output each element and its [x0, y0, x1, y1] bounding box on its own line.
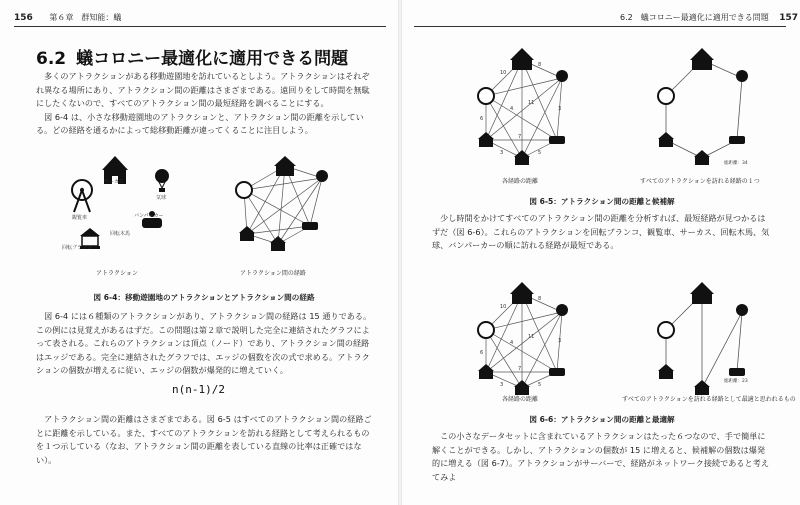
fig65-weight: 4: [510, 106, 514, 112]
fig65-weight: 3: [558, 106, 562, 112]
section-title: 蟻コロニー最適化に適用できる問題: [76, 49, 349, 69]
fig64-sub-right: アトラクション間の経路: [240, 270, 306, 277]
final-text: [432, 430, 772, 484]
fig65-weight: 10: [500, 70, 507, 76]
figure-6-6-caption: 図 6-6：アトラクション間の距離と最適解: [529, 415, 675, 424]
fig66-weight: 5: [538, 382, 542, 388]
fig65-weight: 6: [480, 116, 484, 122]
edge-count-formula: n(n-1)/2: [172, 383, 225, 396]
fig64-sub-left: アトラクション: [96, 270, 138, 277]
figure-6-5-caption: 図 6-5：アトラクション間の距離と候補解: [529, 197, 675, 206]
fig66-weight: 8: [538, 296, 542, 302]
fig66-weight: 7: [518, 366, 522, 372]
fig66-sub-left: 各経路の距離: [502, 396, 539, 403]
fig66-sub-right: すべてのアトラクションを訪れる経路として最適と思われるもの: [622, 396, 796, 403]
label-carousel: 回転木馬: [110, 231, 131, 237]
fig65-weight: 11: [528, 100, 535, 106]
label-balloon: 気球: [156, 195, 167, 201]
label-ferris: 観覧車: [72, 215, 88, 221]
final-paragraph: この小さなデータセットに含まれているアトラクションはたった６つなので、手で簡単に解くことができる。しかし、アトラクションの個数が 15 に増えると、候補解の個数は爆発的に増える（図 6-7）。アトラクションがサーバーで、経路がネットワーク接続であると考えてみよ: [432, 431, 769, 482]
fig66-weight: 4: [510, 340, 514, 346]
body-text: [36, 310, 372, 378]
label-swing: 回転ブランコ: [62, 245, 93, 251]
fig66-weight: 3: [558, 338, 562, 344]
label-bumper: バンパーカー: [134, 213, 164, 219]
balloon-icon: [155, 169, 169, 192]
header-rule-right: [414, 26, 786, 27]
closing-text: [36, 413, 372, 467]
fig66-weight: 11: [528, 334, 535, 340]
middle-paragraph: 少し時間をかけてすべてのアトラクション間の距離を分析すれば、最短経路が見つかるはずだ（図 6-6）。これらのアトラクションを回転ブランコ、観覧車、サーカス、回転木馬、気球、バンパーカーの順に訪れる経路が最短である。: [432, 213, 770, 251]
figure-6-4: [60, 148, 360, 288]
running-section-header: 6.2 蟻コロニー最適化に適用できる問題: [620, 13, 769, 22]
closing-paragraph: アトラクション間の距離はさまざまである。図 6-5 はすべてのアトラクション間の経路ごとに距離を示している。また、すべてのアトラクションを訪れる経路として考えられるものを１つ示している（なお、アトラクション間の距離を表している直線の比率は正確ではない）。: [36, 414, 372, 465]
section-number: 6.2: [36, 49, 67, 69]
ferris-wheel-icon: [72, 180, 92, 212]
chapter-title: 第６章 群知能：蟻: [49, 13, 122, 22]
graph-edges: [244, 166, 322, 244]
page-number-left: 156: [14, 13, 33, 23]
middle-text: [432, 212, 772, 253]
page-number-right: 157: [779, 13, 799, 23]
figure-6-5-graphic: [472, 40, 772, 190]
fig66-weight: 6: [480, 350, 484, 356]
graph-nodes: [236, 156, 328, 251]
figure-6-5: [472, 40, 772, 190]
intro-paragraph-1: 多くのアトラクションがある移動遊園地を訪れているとしよう。アトラクションはそれぞれ異なる場所にあり、アトラクション間の距離はさまざまである。遠回りをして時間を無駄にしたくないので、すべてのアトラクション間の最短経路を調べることにする。: [36, 71, 370, 109]
fig66-weight: 3: [500, 382, 504, 388]
intro-paragraph-2: 図 6-4 は、小さな移動遊園地のアトラクションと、アトラクション間の距離を示している。どの経路を通るかによって総移動距離が違ってくることに注目しよう。: [36, 111, 364, 136]
fig66-weight: 10: [500, 304, 507, 310]
fig65-sub-right: すべてのアトラクションを訪れる経路の１つ: [640, 178, 760, 185]
label-circus: サーカス: [104, 179, 124, 185]
fig65-sub-left: 各経路の距離: [502, 178, 539, 185]
body-paragraph: 図 6-4 には６種類のアトラクションがあり、アトラクション間の経路は 15 通りである。この例には見覚えがあるはずだ。この問題は第２章で説明した完全に連結されたグラフによって表される。これらのアトラクションは頂点（ノード）であり、アトラクション間の経路はエッジである。完全に連結されたグラフでは、エッジの個数を次の式で求める。アトラクションの個数が増えるに従い、エッジの個数が爆発的に増えていく。: [36, 311, 372, 376]
right-page: [402, 0, 800, 505]
fig65-weight: 5: [538, 150, 542, 156]
intro-text: [36, 70, 372, 138]
left-page: [0, 0, 398, 505]
left-header: [14, 10, 121, 26]
right-header: [620, 10, 798, 26]
fig65-nodes: [478, 48, 748, 165]
header-rule-left: [14, 26, 386, 27]
figure-6-4-graphic: [60, 148, 360, 288]
fig66-total-distance: 総距離：23: [724, 379, 748, 384]
section-heading: [36, 44, 348, 69]
figure-6-4-caption: 図 6-4：移動遊園地のアトラクションとアトラクション間の経路: [93, 293, 315, 302]
figure-6-6: [472, 276, 796, 416]
fig65-weight: 7: [518, 134, 522, 140]
fig65-total-distance: 総距離：34: [724, 161, 748, 166]
fig65-weight: 8: [538, 62, 542, 68]
fig65-weight: 3: [500, 150, 504, 156]
